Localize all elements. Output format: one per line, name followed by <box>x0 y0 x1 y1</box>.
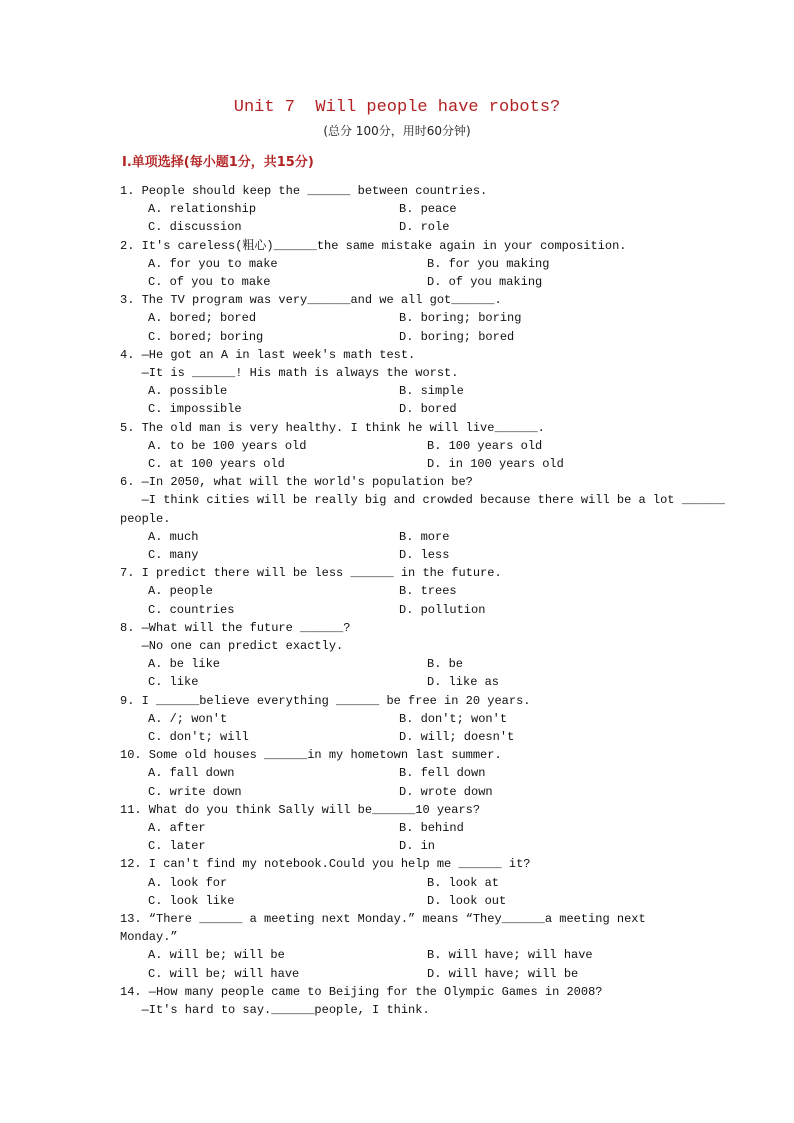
answer-option: B. look at <box>427 875 500 890</box>
answer-option: B. will have; will have <box>427 948 593 963</box>
answer-option: C. countries <box>148 602 235 617</box>
question-text: people. <box>120 511 171 526</box>
answer-option: C. later <box>148 839 206 854</box>
answer-option: A. for you to make <box>148 256 278 271</box>
answer-option: A. look for <box>148 875 228 890</box>
answer-option: C. of you to make <box>148 275 271 289</box>
answer-option: B. trees <box>399 584 457 599</box>
answer-option: B. boring; boring <box>399 311 522 326</box>
answer-option: D. in 100 years old <box>427 457 564 471</box>
answer-option: B. peace <box>399 202 457 217</box>
question-text: Monday.” <box>120 930 178 945</box>
answer-option: D. in <box>399 839 436 854</box>
question-text: 11. What do you think Sally will be______10 years? <box>120 802 481 817</box>
question-text: —It is ______! His math is always the worst. <box>120 366 459 380</box>
question-text: 10. Some old houses ______in my hometown last summer. <box>120 748 502 763</box>
answer-option: A. much <box>148 529 199 544</box>
answer-option: D. less <box>399 548 450 562</box>
answer-option: C. at 100 years old <box>148 457 285 471</box>
answer-option: D. pollution <box>399 602 486 617</box>
answer-option: B. for you making <box>427 256 550 271</box>
answer-option: D. look out <box>427 893 507 908</box>
answer-option: C. like <box>148 675 199 690</box>
page-subtitle: (总分 100分，用时60分钟) <box>323 124 471 138</box>
answer-option: B. 100 years old <box>427 438 543 453</box>
question-text: 2. It's careless(粗心)______the same mistake again in your composition. <box>120 238 627 253</box>
question-text: 9. I ______believe everything ______ be free in 20 years. <box>120 693 531 708</box>
answer-option: B. simple <box>399 384 464 399</box>
question-text: 13. “There ______ a meeting next Monday.” means “They______a meeting next <box>120 912 646 926</box>
answer-option: B. don't; won't <box>399 711 508 726</box>
answer-option: B. more <box>399 529 450 544</box>
answer-option: D. boring; bored <box>399 329 515 344</box>
question-text: —No one can predict exactly. <box>120 639 344 653</box>
question-text: 1. People should keep the ______ between countries. <box>120 184 488 198</box>
answer-option: A. fall down <box>148 766 235 781</box>
question-text: 4. —He got an A in last week's math test. <box>120 347 416 362</box>
answer-option: A. to be 100 years old <box>148 438 307 453</box>
answer-option: A. be like <box>148 657 221 672</box>
answer-option: D. of you making <box>427 275 543 289</box>
answer-option: C. look like <box>148 893 235 908</box>
question-text: 6. —In 2050, what will the world's population be? <box>120 475 473 490</box>
question-text: —It's hard to say.______people, I think. <box>120 1003 430 1017</box>
answer-option: B. be <box>427 657 464 672</box>
answer-option: A. people <box>148 584 213 599</box>
question-text: 5. The old man is very healthy. I think he will live______. <box>120 420 545 435</box>
answer-option: D. like as <box>427 675 500 690</box>
answer-option: A. /; won't <box>148 711 228 726</box>
section-heading: Ⅰ.单项选择(每小题1分，共15分) <box>122 155 314 170</box>
answer-option: B. fell down <box>399 766 486 781</box>
question-text: 7. I predict there will be less ______ in the future. <box>120 566 502 581</box>
answer-option: A. bored; bored <box>148 311 257 326</box>
answer-option: C. many <box>148 548 199 562</box>
answer-option: D. role <box>399 220 450 235</box>
answer-option: D. will have; will be <box>427 966 579 981</box>
question-text: 12. I can't find my notebook.Could you help me ______ it? <box>120 857 531 872</box>
question-text: 14. —How many people came to Beijing for the Olympic Games in 2008? <box>120 984 603 999</box>
answer-option: D. wrote down <box>399 784 493 799</box>
answer-option: A. after <box>148 821 206 835</box>
answer-option: B. behind <box>399 821 464 835</box>
answer-option: A. relationship <box>148 202 257 217</box>
answer-option: C. discussion <box>148 220 242 235</box>
answer-option: D. bored <box>399 402 457 417</box>
question-text: 8. —What will the future ______? <box>120 620 351 635</box>
question-text: —I think cities will be really big and crowded because there will be a lot ______ <box>120 493 725 508</box>
answer-option: A. will be; will be <box>148 948 285 963</box>
question-text: 3. The TV program was very______and we all got______. <box>120 293 502 308</box>
answer-option: C. write down <box>148 784 242 799</box>
answer-option: C. impossible <box>148 402 242 417</box>
answer-option: D. will; doesn't <box>399 730 515 744</box>
answer-option: A. possible <box>148 384 228 399</box>
answer-option: C. will be; will have <box>148 966 300 981</box>
answer-option: C. bored; boring <box>148 329 264 344</box>
answer-option: C. don't; will <box>148 730 249 744</box>
page-title: Unit 7 Will people have robots? <box>233 98 561 117</box>
